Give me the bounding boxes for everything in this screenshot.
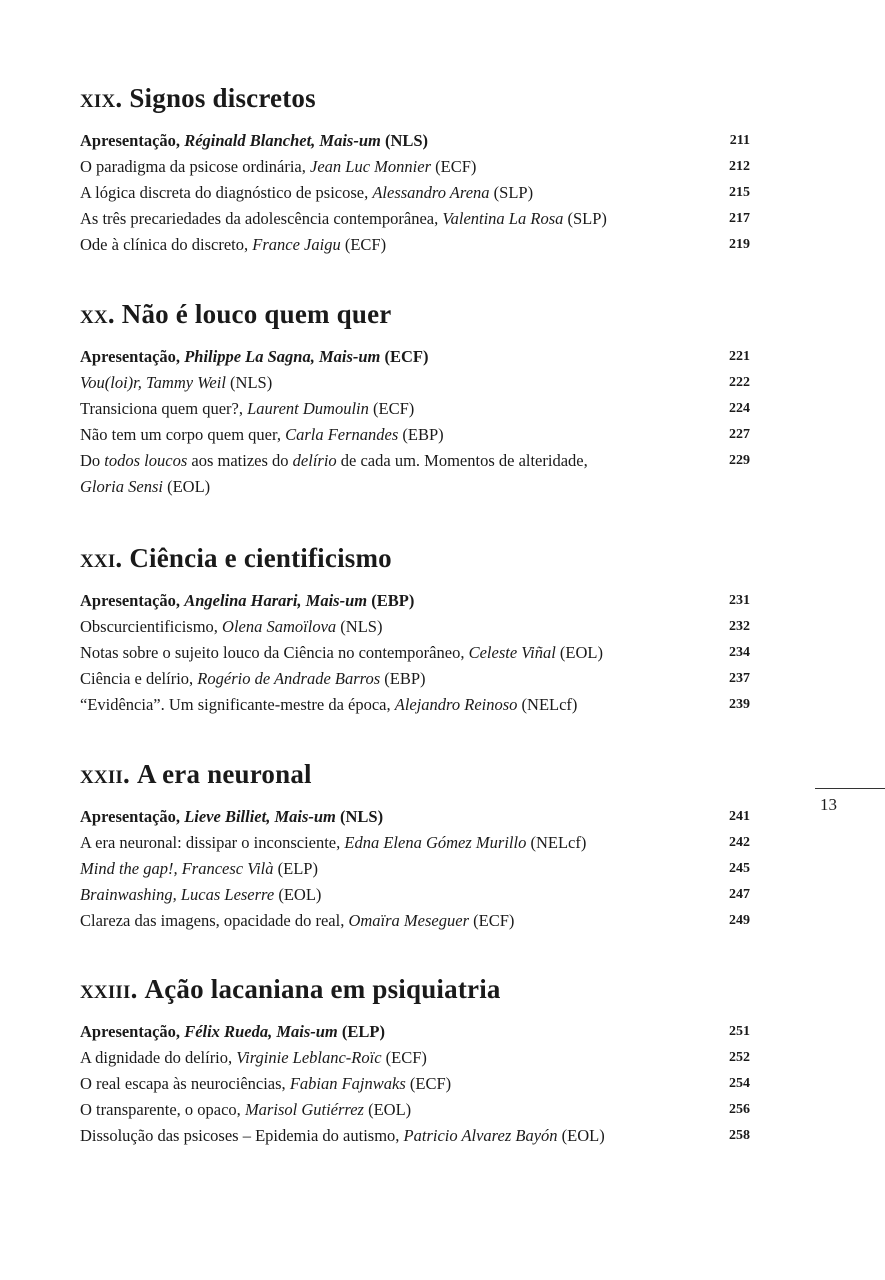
folio-rule bbox=[815, 788, 885, 789]
toc-section-xix bbox=[80, 82, 750, 258]
page-number: 237 bbox=[729, 671, 750, 686]
entry-author: Carla Fernandes bbox=[285, 425, 399, 444]
toc-entry[interactable]: Clareza das imagens, opacidade do real, Omaïra Meseguer (ECF) 249 bbox=[80, 908, 750, 934]
entry-author: Vou(loi)r, Tammy Weil bbox=[80, 373, 226, 392]
page-number: 211 bbox=[729, 133, 750, 148]
page-number: 215 bbox=[729, 185, 750, 200]
section-title bbox=[80, 298, 750, 330]
entry-author: Alejandro Reinoso bbox=[394, 695, 518, 714]
section-name: Não é louco quem quer bbox=[121, 299, 392, 329]
folio-page-number: 13 bbox=[820, 795, 837, 814]
toc-entry-presentation[interactable]: Apresentação, Philippe La Sagna, Mais-um (ECF) 221 bbox=[80, 344, 750, 370]
section-number: xxii. bbox=[80, 759, 130, 789]
page-number: 258 bbox=[729, 1128, 750, 1143]
entry-author: Olena Samoïlova bbox=[222, 617, 337, 636]
page-number: 212 bbox=[729, 159, 750, 174]
page-number: 245 bbox=[729, 861, 750, 876]
entry-author: Valentina La Rosa bbox=[442, 209, 564, 228]
page-number: 252 bbox=[729, 1050, 750, 1065]
toc-entry[interactable]: Dissolução das psicoses – Epidemia do autismo, Patricio Alvarez Bayón (EOL) 258 bbox=[80, 1123, 750, 1149]
toc-entry[interactable]: A dignidade do delírio, Virginie Leblanc-Roïc (ECF) 252 bbox=[80, 1045, 750, 1071]
entry-author: Patricio Alvarez Bayón bbox=[403, 1126, 558, 1145]
entry-author: France Jaigu bbox=[252, 235, 341, 254]
toc-entry-presentation[interactable]: Apresentação, Angelina Harari, Mais-um (EBP) 231 bbox=[80, 588, 750, 614]
section-name: Ação lacaniana em psiquiatria bbox=[144, 974, 501, 1004]
section-title bbox=[80, 82, 750, 114]
toc-entry[interactable]: A era neuronal: dissipar o inconsciente, Edna Elena Gómez Murillo (NELcf) 242 bbox=[80, 830, 750, 856]
page-number: 241 bbox=[729, 809, 750, 824]
toc-entry-multiline[interactable]: Do todos loucos aos matizes do delírio de cada um. Momentos de alteridade, Gloria Sensi (EOL) 229 bbox=[80, 448, 750, 500]
page-number: 239 bbox=[729, 697, 750, 712]
section-number: xxi. bbox=[80, 543, 123, 573]
entry-author: Gloria Sensi bbox=[80, 477, 163, 496]
toc-entry[interactable]: O real escapa às neurociências, Fabian Fajnwaks (ECF) 254 bbox=[80, 1071, 750, 1097]
page-number: 227 bbox=[729, 427, 750, 442]
toc-entry[interactable]: As três precariedades da adolescência contemporânea, Valentina La Rosa (SLP) 217 bbox=[80, 206, 750, 232]
toc-entry[interactable]: O paradigma da psicose ordinária, Jean Luc Monnier (ECF) 212 bbox=[80, 154, 750, 180]
toc-entry[interactable]: “Evidência”. Um significante-mestre da época, Alejandro Reinoso (NELcf) 239 bbox=[80, 692, 750, 718]
page-number: 219 bbox=[729, 237, 750, 252]
page-number: 251 bbox=[729, 1024, 750, 1039]
entry-author: Virginie Leblanc-Roïc bbox=[236, 1048, 382, 1067]
page-number: 231 bbox=[729, 593, 750, 608]
toc-section-xxiii bbox=[80, 973, 750, 1149]
page-number: 247 bbox=[729, 887, 750, 902]
toc-entry[interactable]: Obscurcientificismo, Olena Samoïlova (NLS) 232 bbox=[80, 614, 750, 640]
toc-section-xxii bbox=[80, 758, 750, 934]
page-number: 224 bbox=[729, 401, 750, 416]
toc-entry[interactable]: Notas sobre o sujeito louco da Ciência no contemporâneo, Celeste Viñal (EOL) 234 bbox=[80, 640, 750, 666]
entry-author: Philippe La Sagna, Mais-um bbox=[184, 347, 381, 366]
toc-entry[interactable]: Brainwashing, Lucas Leserre (EOL) 247 bbox=[80, 882, 750, 908]
entry-author: Fabian Fajnwaks bbox=[289, 1074, 406, 1093]
section-name: Ciência e cientificismo bbox=[129, 543, 392, 573]
toc-entry[interactable]: Ode à clínica do discreto, France Jaigu (ECF) 219 bbox=[80, 232, 750, 258]
entry-author: Mind the gap!, Francesc Vilà bbox=[80, 859, 274, 878]
entry-author: Alessandro Arena bbox=[372, 183, 490, 202]
toc-entry-presentation[interactable]: Apresentação, Réginald Blanchet, Mais-um (NLS) 211 bbox=[80, 128, 750, 154]
toc-section-xxi bbox=[80, 542, 750, 718]
toc-entry[interactable]: A lógica discreta do diagnóstico de psicose, Alessandro Arena (SLP) 215 bbox=[80, 180, 750, 206]
toc-entry[interactable]: Ciência e delírio, Rogério de Andrade Barros (EBP) 237 bbox=[80, 666, 750, 692]
toc-entry-presentation[interactable]: Apresentação, Félix Rueda, Mais-um (ELP) 251 bbox=[80, 1019, 750, 1045]
entry-author: Angelina Harari, Mais-um bbox=[184, 591, 368, 610]
section-title bbox=[80, 758, 750, 790]
page-number: 256 bbox=[729, 1102, 750, 1117]
entry-author: Marisol Gutiérrez bbox=[244, 1100, 364, 1119]
toc-entry[interactable]: Mind the gap!, Francesc Vilà (ELP) 245 bbox=[80, 856, 750, 882]
section-number: xix. bbox=[80, 83, 123, 113]
page-number: 234 bbox=[729, 645, 750, 660]
page-number: 221 bbox=[729, 349, 750, 364]
toc-entry[interactable]: O transparente, o opaco, Marisol Gutiérrez (EOL) 256 bbox=[80, 1097, 750, 1123]
toc-entry[interactable]: Transiciona quem quer?, Laurent Dumoulin (ECF) 224 bbox=[80, 396, 750, 422]
toc-entry[interactable]: Vou(loi)r, Tammy Weil (NLS) 222 bbox=[80, 370, 750, 396]
entry-author: Rogério de Andrade Barros bbox=[197, 669, 381, 688]
page-number: 222 bbox=[729, 375, 750, 390]
entry-author: Celeste Viñal bbox=[468, 643, 556, 662]
section-name: Signos discretos bbox=[129, 83, 316, 113]
section-number: xx. bbox=[80, 299, 115, 329]
page-number: 217 bbox=[729, 211, 750, 226]
section-title bbox=[80, 973, 750, 1005]
section-title bbox=[80, 542, 750, 574]
section-name: A era neuronal bbox=[136, 759, 312, 789]
entry-author: Edna Elena Gómez Murillo bbox=[344, 833, 527, 852]
entry-author: Lieve Billiet, Mais-um bbox=[184, 807, 336, 826]
entry-author: Jean Luc Monnier bbox=[310, 157, 431, 176]
entry-author: Brainwashing, Lucas Leserre bbox=[80, 885, 275, 904]
entry-author: Omaïra Meseguer bbox=[348, 911, 469, 930]
page-number: 232 bbox=[729, 619, 750, 634]
page-number: 254 bbox=[729, 1076, 750, 1091]
entry-author: Réginald Blanchet, Mais-um bbox=[184, 131, 381, 150]
section-number: xxiii. bbox=[80, 974, 138, 1004]
page-number: 242 bbox=[729, 835, 750, 850]
toc-entry-presentation[interactable]: Apresentação, Lieve Billiet, Mais-um (NLS) 241 bbox=[80, 804, 750, 830]
page-number: 229 bbox=[729, 453, 750, 468]
entry-author: Laurent Dumoulin bbox=[247, 399, 369, 418]
toc-entry[interactable]: Não tem um corpo quem quer, Carla Fernandes (EBP) 227 bbox=[80, 422, 750, 448]
page-number: 249 bbox=[729, 913, 750, 928]
entry-author: Félix Rueda, Mais-um bbox=[184, 1022, 338, 1041]
toc-section-xx bbox=[80, 298, 750, 500]
